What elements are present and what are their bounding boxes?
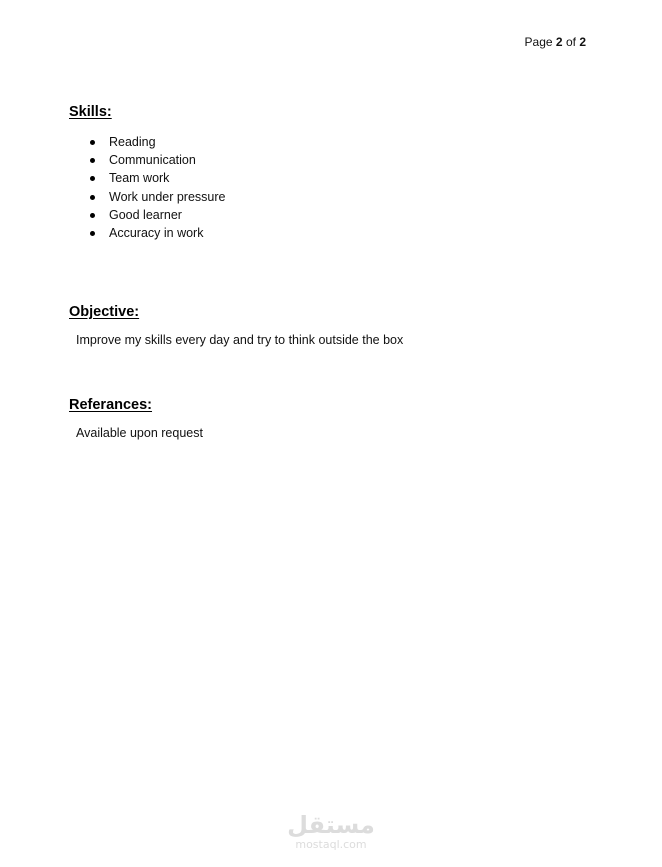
of-label: of	[565, 35, 576, 49]
objective-heading: Objective:	[69, 304, 140, 320]
watermark	[0, 812, 662, 851]
skill-item: Reading	[90, 133, 226, 151]
page-label: Page	[524, 35, 553, 49]
skills-list	[90, 133, 226, 242]
watermark-url: mostaql.com	[295, 838, 367, 851]
skills-heading: Skills:	[69, 104, 112, 120]
skill-item: Good learner	[90, 206, 226, 224]
skill-item: Communication	[90, 151, 226, 169]
references-text: Available upon request	[76, 426, 203, 440]
total-pages: 2	[579, 35, 586, 49]
skill-item: Accuracy in work	[90, 224, 226, 242]
current-page: 2	[555, 35, 563, 49]
watermark-logo: مستقل	[287, 811, 375, 839]
skill-item: Team work	[90, 169, 226, 187]
skill-item: Work under pressure	[90, 188, 226, 206]
references-heading: Referances:	[69, 397, 153, 413]
objective-text: Improve my skills every day and try to think outside the box	[76, 333, 404, 347]
page-number	[525, 35, 586, 49]
